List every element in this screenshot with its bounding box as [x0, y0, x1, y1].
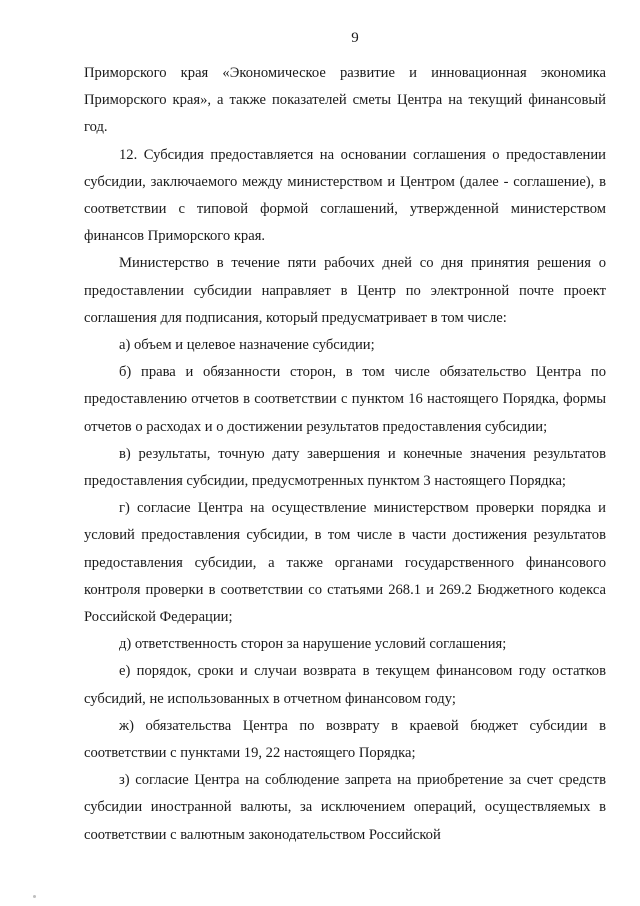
scan-artifact	[33, 895, 36, 898]
paragraph-agreement-project: Министерство в течение пяти рабочих дней со дня принятия решения о предоставлении субсидии направляет в Центр по электронной почте проект соглашения для подписания, который предусматривает в том числе:	[84, 255, 606, 326]
list-item-a: а) объем и целевое назначение субсидии;	[119, 337, 375, 354]
paragraph-item-12: 12. Субсидия предоставляется на основании соглашения о предоставлении субсидии, заключаемого между министерством и Центром (далее - соглашение), в соответствии с типовой формой соглашений, утвержденной министерством финансов Приморского края.	[84, 146, 606, 245]
list-item-z: з) согласие Центра на соблюдение запрета на приобретение за счет средств субсидии иностранной валюты, за исключением операций, осуществляемых в соответствии с валютным законодательством Российской	[84, 772, 606, 843]
page-number: 9	[351, 30, 359, 46]
list-item-b: б) права и обязанности сторон, в том числе обязательство Центра по предоставлению отчетов в соответствии с пунктом 16 настоящего Порядка, формы отчетов о расходах и о достижении результатов предоставления субсидии;	[84, 364, 606, 435]
list-item-zh: ж) обязательства Центра по возврату в краевой бюджет субсидии в соответствии с пунктами 19, 22 настоящего Порядка;	[84, 717, 606, 762]
list-item-d: д) ответственность сторон за нарушение условий соглашения;	[119, 636, 507, 653]
paragraph-continuation: Приморского края «Экономическое развитие и инновационная экономика Приморского края», а также показателей сметы Центра на текущий финансовый год.	[84, 65, 606, 136]
list-item-g: г) согласие Центра на осуществление министерством проверки порядка и условий предоставления субсидии, в том числе в части достижения результатов предоставления субсидии, а также органами государственного финансового контроля проверки в соответствии со статьями 268.1 и 269.2 Бюджетного кодекса Российской Федерации;	[84, 500, 606, 626]
list-item-v: в) результаты, точную дату завершения и конечные значения результатов предоставления субсидии, предусмотренных пунктом 3 настоящего Порядка;	[84, 445, 606, 490]
list-item-e: е) порядок, сроки и случаи возврата в текущем финансовом году остатков субсидий, не использованных в отчетном финансовом году;	[84, 663, 606, 707]
document-body	[84, 60, 606, 849]
